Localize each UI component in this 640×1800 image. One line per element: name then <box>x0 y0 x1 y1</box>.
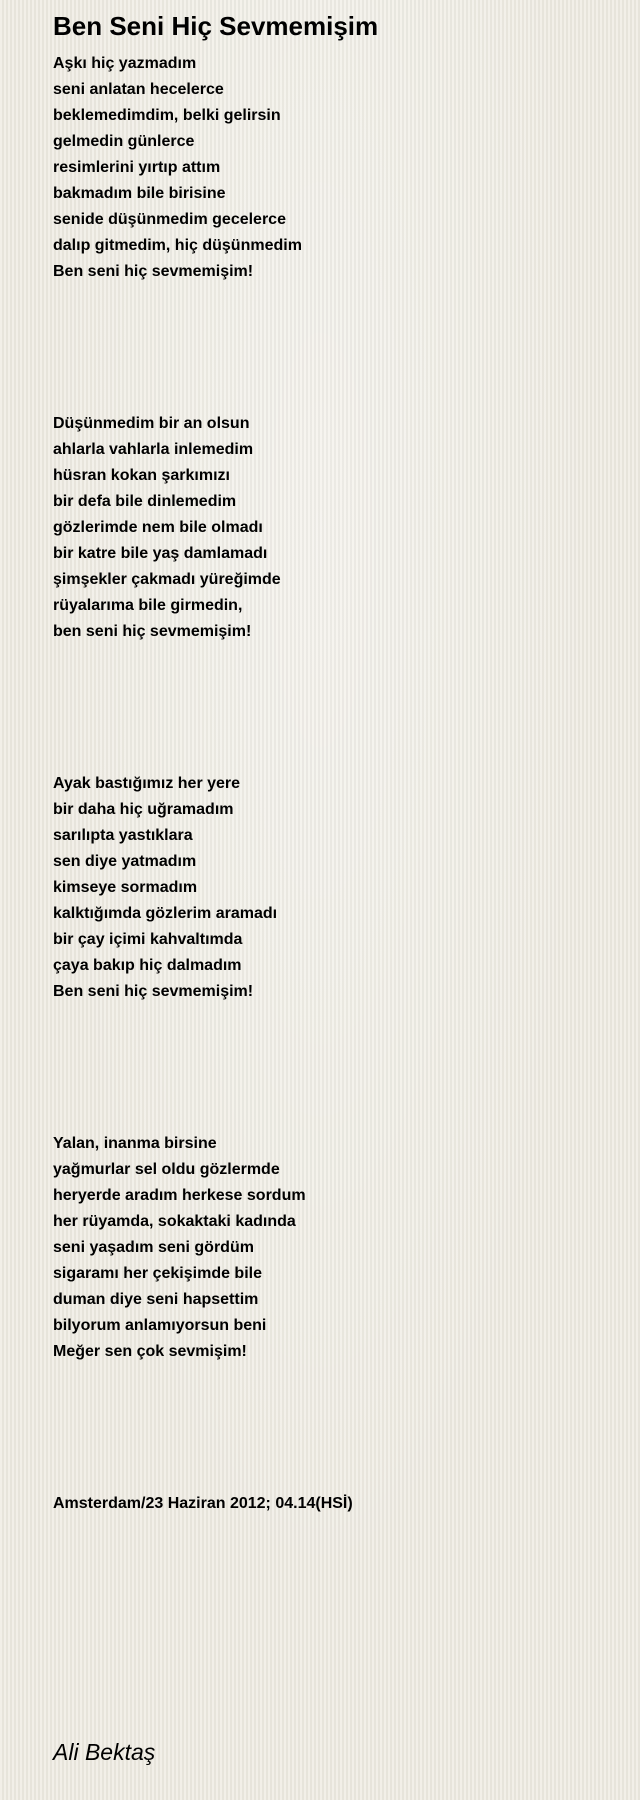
poem-line: ben seni hiç sevmemişim! <box>53 623 252 640</box>
poem-line: sigaramı her çekişimde bile <box>53 1265 262 1282</box>
poem-line: seni anlatan hecelerce <box>53 81 224 98</box>
poem-line: bir katre bile yaş damlamadı <box>53 545 268 562</box>
poem-line: Ben seni hiç sevmemişim! <box>53 983 254 1000</box>
poem-line: Ayak bastığımız her yere <box>53 775 241 792</box>
stanza-4 <box>53 1131 306 1365</box>
poem-line: Ben seni hiç sevmemişim! <box>53 263 254 280</box>
poem-line: heryerde aradım herkese sordum <box>53 1187 306 1204</box>
poem-line: şimşekler çakmadı yüreğimde <box>53 571 281 588</box>
poem-line: Meğer sen çok sevmişim! <box>53 1343 247 1360</box>
poem-line: seni yaşadım seni gördüm <box>53 1239 254 1256</box>
poem-line: kimseye sormadım <box>53 879 198 896</box>
poem-line: bilyorum anlamıyorsun beni <box>53 1317 267 1334</box>
poem-line: bir defa bile dinlemedim <box>53 493 237 510</box>
poem-line: bakmadım bile birisine <box>53 185 226 202</box>
poem-line: Aşkı hiç yazmadım <box>53 55 197 72</box>
poem-line: sarılıpta yastıklara <box>53 827 193 844</box>
poem-line: gelmedin günlerce <box>53 133 195 150</box>
poem-line: bir çay içimi kahvaltımda <box>53 931 243 948</box>
poem-line: bir daha hiç uğramadım <box>53 801 234 818</box>
poem-line: duman diye seni hapsettim <box>53 1291 259 1308</box>
poem-line: beklemedimdim, belki gelirsin <box>53 107 281 124</box>
stanza-3 <box>53 771 277 1005</box>
poem-line: resimlerini yırtıp attım <box>53 159 221 176</box>
poem-title: Ben Seni Hiç Sevmemişim <box>53 11 379 41</box>
poem-line: senide düşünmedim gecelerce <box>53 211 286 228</box>
poem-line: Düşünmedim bir an olsun <box>53 415 250 432</box>
poem-line: dalıp gitmedim, hiç düşünmedim <box>53 237 302 254</box>
poem-line: gözlerimde nem bile olmadı <box>53 519 263 536</box>
stanza-1 <box>53 51 302 285</box>
stanza-2 <box>53 411 281 645</box>
poem-line: ahlarla vahlarla inlemedim <box>53 441 254 458</box>
poem-line: rüyalarıma bile girmedin, <box>53 597 243 614</box>
poem-line: Yalan, inanma birsine <box>53 1135 217 1152</box>
poem-line: sen diye yatmadım <box>53 853 197 870</box>
poem-line: her rüyamda, sokaktaki kadında <box>53 1213 296 1230</box>
poem-dateline: Amsterdam/23 Haziran 2012; 04.14(HSİ) <box>53 1495 353 1512</box>
poem-line: yağmurlar sel oldu gözlermde <box>53 1161 280 1178</box>
poem-line: kalktığımda gözlerim aramadı <box>53 905 278 922</box>
poem-line: hüsran kokan şarkımızı <box>53 467 230 484</box>
poem-line: çaya bakıp hiç dalmadım <box>53 957 242 974</box>
poem-author: Ali Bektaş <box>53 1739 156 1765</box>
